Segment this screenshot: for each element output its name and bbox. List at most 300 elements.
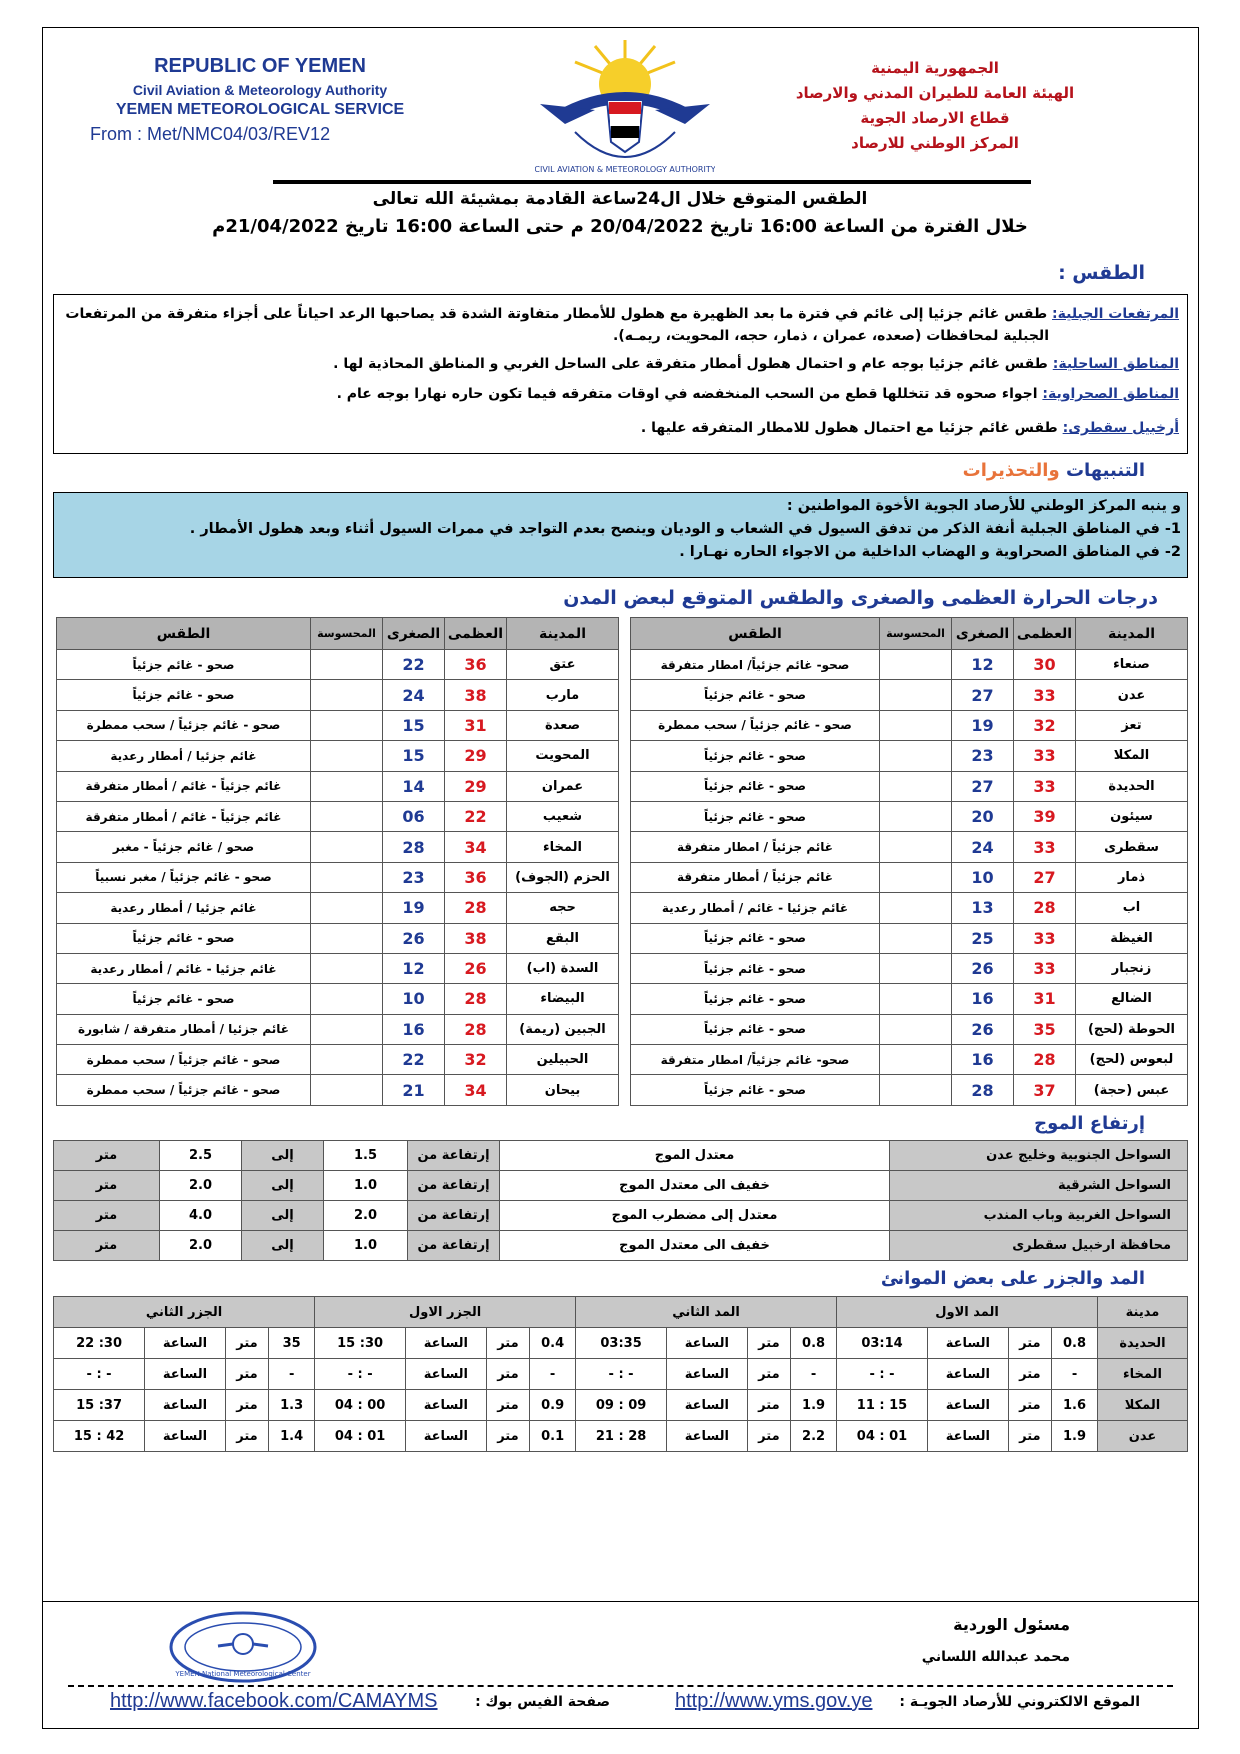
col-max: العظمى: [1014, 618, 1076, 650]
tide-time-label: الساعة: [667, 1359, 748, 1390]
col-city: المدينة: [1076, 618, 1188, 650]
weather-heading: الطقس :: [1058, 262, 1145, 284]
col-min: الصغرى: [952, 618, 1014, 650]
city-name: حجه: [507, 893, 619, 923]
header-en-title: REPUBLIC OF YEMEN: [154, 55, 366, 77]
tide-height: 1.9: [1052, 1421, 1098, 1452]
tide-height: 0.4: [530, 1328, 576, 1359]
city-row: [57, 680, 619, 710]
weather-text: طقس غائم جزئيا إلى غائم في فترة ما بعد الظهيرة مع هطول للأمطار متفاوتة الشدة قد يصاحبها الرعد احياناً على أجزاء متفرقة من المرتفعات: [65, 306, 1048, 322]
city-name: سيئون: [1076, 801, 1188, 831]
col-weather: الطقس: [631, 618, 880, 650]
tide-height: 1.6: [1052, 1390, 1098, 1421]
city-feel: [311, 650, 383, 680]
city-row: [57, 650, 619, 680]
tide-time-label: الساعة: [667, 1421, 748, 1452]
cities-heading: درجات الحرارة العظمى والصغرى والطقس المتوقع لبعض المدن: [563, 587, 1158, 609]
city-feel: [311, 1045, 383, 1075]
city-min: 15: [383, 741, 445, 771]
tide-unit: متر: [747, 1390, 790, 1421]
wave-from: 1.5: [324, 1141, 408, 1171]
city-max: 28: [445, 984, 507, 1014]
wave-row: [54, 1201, 1188, 1231]
city-row: [631, 1014, 1188, 1044]
wave-region: السواحل الجنوبية وخليج عدن: [890, 1141, 1188, 1171]
tide-time-label: الساعة: [927, 1421, 1008, 1452]
city-max: 33: [1014, 832, 1076, 862]
tide-col-h1: المد الاول: [837, 1297, 1098, 1328]
city-max: 32: [445, 1045, 507, 1075]
city-name: صنعاء: [1076, 650, 1188, 680]
city-min: 06: [383, 801, 445, 831]
city-feel: [311, 832, 383, 862]
wave-unit: متر: [54, 1171, 160, 1201]
cities-table-right: [630, 617, 1188, 1106]
city-feel: [880, 1014, 952, 1044]
city-max: 31: [445, 710, 507, 740]
city-row: [57, 710, 619, 740]
city-row: [631, 680, 1188, 710]
city-max: 33: [1014, 953, 1076, 983]
city-max: 26: [445, 953, 507, 983]
city-row: [631, 832, 1188, 862]
weather-row-mountains: [64, 303, 1179, 347]
city-row: [631, 862, 1188, 892]
city-weather: صحو - غائم جزئياً: [631, 1014, 880, 1044]
city-name: المحويت: [507, 741, 619, 771]
tide-city: المكلا: [1098, 1390, 1188, 1421]
forecast-title: الطقس المتوقع خلال ال24ساعة القادمة بمشيئة الله تعالى: [372, 189, 868, 209]
wave-row: [54, 1171, 1188, 1201]
city-max: 34: [445, 1075, 507, 1105]
city-min: 22: [383, 650, 445, 680]
city-min: 27: [952, 680, 1014, 710]
city-max: 31: [1014, 984, 1076, 1014]
city-min: 27: [952, 771, 1014, 801]
city-max: 28: [445, 893, 507, 923]
wave-from-label: إرتفاعة من: [408, 1201, 500, 1231]
city-name: الضالع: [1076, 984, 1188, 1014]
city-weather: صحو - غائم جزئياً: [631, 984, 880, 1014]
tide-unit: متر: [225, 1328, 268, 1359]
city-row: [57, 741, 619, 771]
header-ar-line3: قطاع الارصاد الجوية: [860, 109, 1010, 127]
tide-time-label: الساعة: [145, 1421, 226, 1452]
tide-height: 1.3: [269, 1390, 315, 1421]
city-weather: صحو - غائم جزئياً: [631, 680, 880, 710]
city-feel: [880, 862, 952, 892]
city-min: 21: [383, 1075, 445, 1105]
city-name: لبعوس (لحج): [1076, 1045, 1188, 1075]
warnings-heading-b: والتحذيرات: [962, 460, 1060, 481]
city-weather: صحو - غائم جزئياً / سحب ممطرة: [631, 710, 880, 740]
tide-time-label: الساعة: [145, 1359, 226, 1390]
wave-unit: متر: [54, 1201, 160, 1231]
city-max: 34: [445, 832, 507, 862]
city-weather: غائم جزئياً / امطار متفرقة: [631, 832, 880, 862]
footer-divider: [42, 1601, 1199, 1602]
city-name: السدة (اب): [507, 953, 619, 983]
city-max: 33: [1014, 680, 1076, 710]
city-min: 16: [383, 1014, 445, 1044]
col-feel: المحسوسة: [880, 618, 952, 650]
tide-unit: متر: [486, 1328, 529, 1359]
city-weather: غائم جزئيا - غائم / أمطار رعدية: [57, 953, 311, 983]
tide-height: 2.2: [791, 1421, 837, 1452]
city-max: 28: [1014, 1045, 1076, 1075]
header-ar: [770, 56, 1100, 156]
city-feel: [880, 984, 952, 1014]
city-min: 15: [383, 710, 445, 740]
city-name: عبس (حجة): [1076, 1075, 1188, 1105]
tide-unit: متر: [747, 1421, 790, 1452]
city-feel: [880, 710, 952, 740]
city-row: [631, 893, 1188, 923]
city-feel: [880, 953, 952, 983]
city-weather: صحو - غائم جزئياً: [57, 984, 311, 1014]
city-row: [631, 801, 1188, 831]
city-feel: [311, 741, 383, 771]
wave-row: [54, 1141, 1188, 1171]
weather-row-socotra: [64, 417, 1179, 439]
header-en-service: YEMEN METEOROLOGICAL SERVICE: [115, 101, 405, 118]
tide-row: [54, 1359, 1188, 1390]
tide-unit: متر: [747, 1328, 790, 1359]
wave-to: 2.5: [160, 1141, 242, 1171]
city-name: الحوطة (لحج): [1076, 1014, 1188, 1044]
tide-height: -: [791, 1359, 837, 1390]
tide-time: - : -: [576, 1359, 667, 1390]
city-name: الحبيلين: [507, 1045, 619, 1075]
city-max: 33: [1014, 923, 1076, 953]
city-name: الحديدة: [1076, 771, 1188, 801]
weather-row-desert: [64, 383, 1179, 405]
tide-col-l1: الجزر الاول: [315, 1297, 576, 1328]
tide-unit: متر: [1008, 1359, 1051, 1390]
city-name: اب: [1076, 893, 1188, 923]
waves-table: [53, 1140, 1188, 1261]
weather-label: المناطق الساحلية:: [1052, 356, 1179, 372]
city-weather: صحو / غائم جزئياً - مغبر: [57, 832, 311, 862]
city-weather: غائم جزئيا / أمطار رعدية: [57, 893, 311, 923]
city-name: صعدة: [507, 710, 619, 740]
city-feel: [880, 1075, 952, 1105]
warnings-item-2: 2- في المناطق الصحراوية و الهضاب الداخلية من الاجواء الحاره نهـارا .: [679, 544, 1181, 560]
tide-height: 0.8: [791, 1328, 837, 1359]
weather-text: طقس غائم جزئيا بوجه عام و احتمال هطول أمطار متفرقة على الساحل الغربي و المناطق المحاذية لها .: [333, 356, 1048, 372]
col-feel: المحسوسة: [311, 618, 383, 650]
col-city: المدينة: [507, 618, 619, 650]
tide-time-label: الساعة: [406, 1359, 487, 1390]
city-feel: [311, 680, 383, 710]
tide-time: 37: 15: [54, 1390, 145, 1421]
city-max: 22: [445, 801, 507, 831]
city-weather: صحو- غائم جزئياً/ امطار متفرقة: [631, 650, 880, 680]
col-min: الصغرى: [383, 618, 445, 650]
city-weather: صحو - غائم جزئياً: [631, 1075, 880, 1105]
weather-row-coastal: [64, 353, 1179, 375]
city-min: 10: [383, 984, 445, 1014]
stamp-text: YEMEN National Meteorological Center: [175, 1670, 311, 1678]
tide-time: 30: 15: [315, 1328, 406, 1359]
city-min: 12: [952, 650, 1014, 680]
tide-city: المخاء: [1098, 1359, 1188, 1390]
city-row: [57, 1075, 619, 1105]
footer-dashline: [68, 1685, 1173, 1687]
tide-unit: متر: [225, 1359, 268, 1390]
tide-height: 1.9: [791, 1390, 837, 1421]
weather-text-cont: الجبلية لمحافظات (صعده، عمران ، ذمار، حجه، المحويت، ريمـه).: [613, 328, 1049, 344]
city-name: البيضاء: [507, 984, 619, 1014]
tide-time: 28 : 21: [576, 1421, 667, 1452]
city-row: [57, 953, 619, 983]
warnings-intro: و ينبه المركز الوطني للأرصاد الجوية الأخوة المواطنين :: [786, 498, 1181, 514]
city-min: 24: [383, 680, 445, 710]
header-en-ref: From : Met/NMC04/03/REV12: [90, 124, 331, 144]
city-name: عتق: [507, 650, 619, 680]
wave-from-label: إرتفاعة من: [408, 1231, 500, 1261]
tide-col-l2: الجزر الثاني: [54, 1297, 315, 1328]
city-min: 14: [383, 771, 445, 801]
wave-row: [54, 1231, 1188, 1261]
city-name: عمران: [507, 771, 619, 801]
wave-region: السواحل الشرقية: [890, 1171, 1188, 1201]
city-name: عدن: [1076, 680, 1188, 710]
website-link[interactable]: http://www.yms.gov.ye: [675, 1690, 873, 1712]
city-min: 10: [952, 862, 1014, 892]
tide-height: 0.9: [530, 1390, 576, 1421]
tide-time-label: الساعة: [406, 1390, 487, 1421]
city-weather: صحو - غائم جزئياً / سحب ممطرة: [57, 710, 311, 740]
city-name: تعز: [1076, 710, 1188, 740]
city-feel: [880, 771, 952, 801]
tide-time: 01 : 04: [315, 1421, 406, 1452]
tide-time-label: الساعة: [927, 1328, 1008, 1359]
city-min: 23: [383, 862, 445, 892]
tide-row: [54, 1421, 1188, 1452]
city-weather: غائم جزئياً / أمطار متفرقة: [631, 862, 880, 892]
city-min: 28: [952, 1075, 1014, 1105]
tide-time: - : -: [837, 1359, 928, 1390]
tide-time-label: الساعة: [927, 1359, 1008, 1390]
wave-unit: متر: [54, 1231, 160, 1261]
wave-from-label: إرتفاعة من: [408, 1171, 500, 1201]
tide-time-label: الساعة: [667, 1328, 748, 1359]
tide-time: 42 : 15: [54, 1421, 145, 1452]
city-weather: صحو - غائم جزئياً: [631, 741, 880, 771]
weather-label: أرخبيل سقطرى:: [1062, 420, 1179, 436]
weather-text: طقس غائم جزئيا مع احتمال هطول للامطار المتفرقه عليها .: [640, 420, 1058, 436]
city-max: 30: [1014, 650, 1076, 680]
warnings-heading-a: التنبيهات: [1059, 460, 1145, 481]
city-name: شعيب: [507, 801, 619, 831]
tide-unit: متر: [225, 1390, 268, 1421]
tide-time-label: الساعة: [667, 1390, 748, 1421]
tide-height: 0.8: [1052, 1328, 1098, 1359]
city-min: 13: [952, 893, 1014, 923]
city-feel: [880, 650, 952, 680]
city-feel: [311, 801, 383, 831]
city-row: [57, 832, 619, 862]
facebook-label: صفحة الفيس بوك :: [475, 1694, 610, 1710]
city-feel: [311, 771, 383, 801]
shift-title: مسئول الوردية: [953, 1615, 1070, 1634]
city-weather: صحو - غائم جزئياً: [631, 923, 880, 953]
city-min: 28: [383, 832, 445, 862]
city-max: 36: [445, 862, 507, 892]
warnings-item-1: 1- في المناطق الجبلية أنفة الذكر من تدفق السيول في الشعاب و الوديان وينصح بعدم التواجد في ممرات السيول أثناء وبعد هطول الأمطار .: [189, 521, 1181, 537]
forecast-period: خلال الفترة من الساعة 16:00 تاريخ 20/04/2022 م حتى الساعة 16:00 تاريخ 21/04/2022م: [212, 216, 1028, 237]
city-weather: صحو - غائم جزئياً: [631, 953, 880, 983]
tide-time-label: الساعة: [145, 1390, 226, 1421]
city-row: [57, 984, 619, 1014]
wave-region: محافظة ارخبيل سقطرى: [890, 1231, 1188, 1261]
wave-state: خفيف الى معتدل الموج: [500, 1171, 890, 1201]
header-ar-line1: الجمهورية اليمنية: [871, 59, 999, 77]
city-feel: [311, 893, 383, 923]
wave-state: معتدل الموج: [500, 1141, 890, 1171]
shift-name: محمد عبدالله اللساني: [921, 1649, 1070, 1665]
city-weather: صحو - غائم جزئياً / سحب ممطرة: [57, 1045, 311, 1075]
warnings-box: [53, 492, 1188, 578]
wave-from: 1.0: [324, 1171, 408, 1201]
tides-table: [53, 1296, 1188, 1452]
facebook-link[interactable]: http://www.facebook.com/CAMAYMS: [110, 1690, 438, 1712]
city-feel: [880, 741, 952, 771]
wave-to: 4.0: [160, 1201, 242, 1231]
weather-label: المرتفعات الجبلية:: [1052, 306, 1179, 322]
city-max: 37: [1014, 1075, 1076, 1105]
city-feel: [311, 1014, 383, 1044]
city-feel: [880, 1045, 952, 1075]
city-min: 22: [383, 1045, 445, 1075]
city-weather: غائم جزئيا / أمطار متفرقة / شابورة: [57, 1014, 311, 1044]
city-min: 20: [952, 801, 1014, 831]
weather-box: [53, 294, 1188, 454]
city-name: الحزم (الجوف): [507, 862, 619, 892]
city-name: سقطرى: [1076, 832, 1188, 862]
tide-unit: متر: [486, 1390, 529, 1421]
city-feel: [880, 680, 952, 710]
city-max: 28: [1014, 893, 1076, 923]
city-feel: [311, 710, 383, 740]
city-min: 26: [952, 953, 1014, 983]
city-feel: [311, 923, 383, 953]
city-max: 39: [1014, 801, 1076, 831]
tides-heading: المد والجزر على بعض الموانئ: [880, 1268, 1145, 1289]
city-max: 33: [1014, 771, 1076, 801]
tide-city: عدن: [1098, 1421, 1188, 1452]
city-name: ذمار: [1076, 862, 1188, 892]
city-weather: صحو - غائم جزئياً: [57, 680, 311, 710]
city-row: [631, 650, 1188, 680]
tide-time: - : -: [315, 1359, 406, 1390]
city-row: [631, 953, 1188, 983]
city-name: الغيظة: [1076, 923, 1188, 953]
city-row: [57, 771, 619, 801]
city-name: زنجبار: [1076, 953, 1188, 983]
tide-height: 35: [269, 1328, 315, 1359]
wave-to-label: إلى: [242, 1201, 324, 1231]
tide-height: -: [1052, 1359, 1098, 1390]
city-weather: غائم جزئياً - غائم / أمطار متفرقة: [57, 801, 311, 831]
city-feel: [311, 1075, 383, 1105]
city-max: 29: [445, 741, 507, 771]
city-feel: [880, 923, 952, 953]
wave-to-label: إلى: [242, 1231, 324, 1261]
city-max: 38: [445, 680, 507, 710]
city-name: المكلا: [1076, 741, 1188, 771]
city-min: 19: [383, 893, 445, 923]
city-max: 27: [1014, 862, 1076, 892]
tide-unit: متر: [747, 1359, 790, 1390]
city-name: مارب: [507, 680, 619, 710]
city-feel: [311, 862, 383, 892]
city-row: [631, 771, 1188, 801]
authority-logo: [535, 32, 715, 182]
tide-row: [54, 1328, 1188, 1359]
tide-height: -: [269, 1359, 315, 1390]
tide-time: 30: 22: [54, 1328, 145, 1359]
tide-time: 03:14: [837, 1328, 928, 1359]
city-weather: صحو - غائم جزئياً: [631, 771, 880, 801]
col-max: العظمى: [445, 618, 507, 650]
city-min: 25: [952, 923, 1014, 953]
city-row: [57, 1014, 619, 1044]
city-row: [631, 984, 1188, 1014]
tide-col-h2: المد الثاني: [576, 1297, 837, 1328]
city-row: [631, 923, 1188, 953]
wave-from: 2.0: [324, 1201, 408, 1231]
city-min: 12: [383, 953, 445, 983]
city-name: البقع: [507, 923, 619, 953]
tide-height: 1.4: [269, 1421, 315, 1452]
city-min: 16: [952, 984, 1014, 1014]
wave-state: معتدل إلى مضطرب الموج: [500, 1201, 890, 1231]
tide-time: 15 : 11: [837, 1390, 928, 1421]
city-row: [57, 862, 619, 892]
city-feel: [880, 893, 952, 923]
city-row: [57, 923, 619, 953]
tide-unit: متر: [486, 1359, 529, 1390]
city-weather: صحو - غائم جزئياً: [57, 923, 311, 953]
city-max: 38: [445, 923, 507, 953]
wave-to-label: إلى: [242, 1171, 324, 1201]
tide-city: الحديدة: [1098, 1328, 1188, 1359]
city-feel: [880, 832, 952, 862]
website-label: الموقع الالكتروني للأرصاد الجويـة :: [899, 1694, 1140, 1710]
city-max: 36: [445, 650, 507, 680]
city-max: 33: [1014, 741, 1076, 771]
wave-region: السواحل الغربية وباب المندب: [890, 1201, 1188, 1231]
city-weather: غائم جزئياً - غائم / أمطار متفرقة: [57, 771, 311, 801]
tide-unit: متر: [1008, 1421, 1051, 1452]
warnings-heading: [963, 460, 1145, 481]
logo-text: CIVIL AVIATION & METEOROLOGY AUTHORITY: [535, 165, 715, 174]
wave-from: 1.0: [324, 1231, 408, 1261]
wave-to: 2.0: [160, 1231, 242, 1261]
city-row: [57, 893, 619, 923]
tide-row: [54, 1390, 1188, 1421]
tide-unit: متر: [486, 1421, 529, 1452]
city-weather: صحو - غائم جزئياً / سحب ممطرة: [57, 1075, 311, 1105]
tide-unit: متر: [225, 1421, 268, 1452]
tide-unit: متر: [1008, 1328, 1051, 1359]
city-weather: صحو - غائم جزئياً: [631, 801, 880, 831]
city-feel: [311, 953, 383, 983]
city-row: [631, 710, 1188, 740]
header-ar-line4: المركز الوطني للارصاد: [851, 134, 1019, 152]
